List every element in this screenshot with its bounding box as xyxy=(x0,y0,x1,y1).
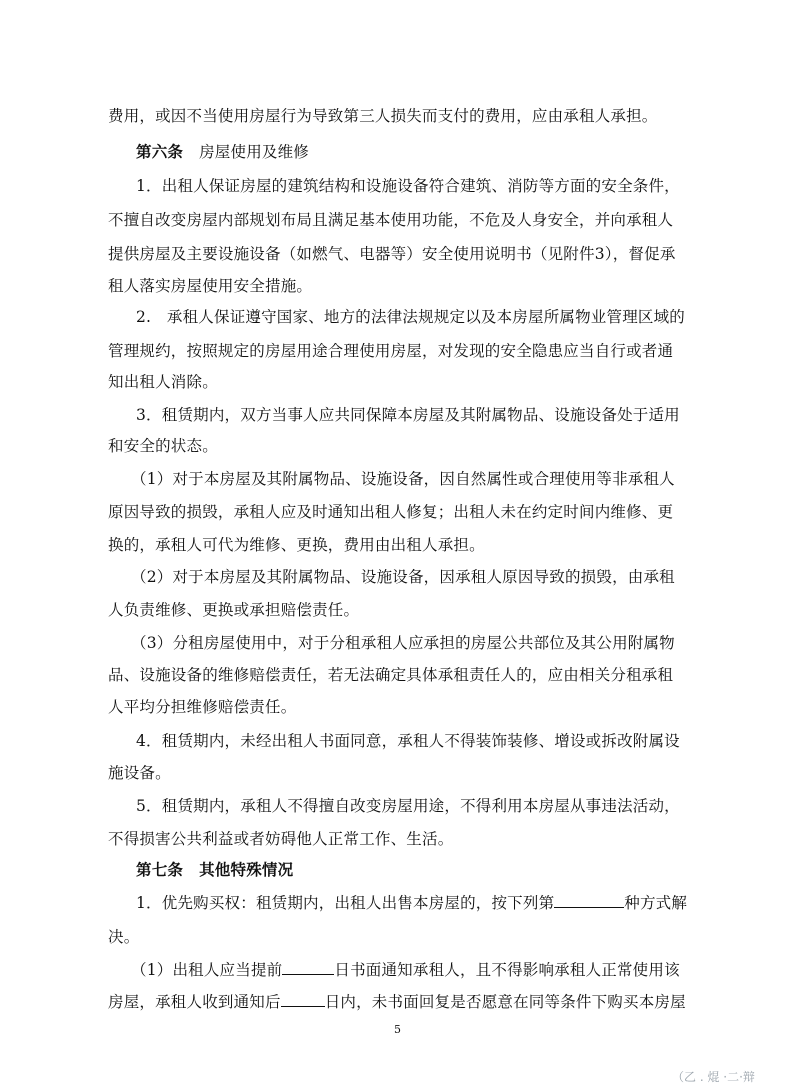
paragraph-line: 人负责维修、更换或承担赔偿责任。 xyxy=(108,601,360,619)
reply-line xyxy=(108,992,686,1012)
paragraph-line: 决。 xyxy=(108,928,140,946)
paragraph-line: 提供房屋及主要设施设备（如燃气、电器等）安全使用说明书（见附件3），督促承 xyxy=(108,245,676,263)
reply-text: 房屋，承租人收到通知后 xyxy=(108,993,281,1011)
paragraph-line: （3）分租房屋使用中，对于分租承租人应承担的房屋公共部位及其公用附属物 xyxy=(131,634,675,652)
paragraph-line: 品、设施设备的维修赔偿责任，若无法确定具体承租责任人的，应由相关分租承租 xyxy=(108,666,674,684)
paragraph-line: 知出租人消除。 xyxy=(108,373,218,391)
pre-purchase-text-end: 种方式解 xyxy=(624,894,688,912)
article-6-number: 第六条 xyxy=(136,142,184,161)
page-number: 5 xyxy=(394,1023,401,1036)
paragraph-line: 施设备。 xyxy=(108,764,171,782)
paragraph-line: 换的，承租人可代为维修、更换，费用由出租人承担。 xyxy=(108,536,485,554)
paragraph-line: 原因导致的损毁，承租人应及时通知出租人修复；出租人未在约定时间内维修、更 xyxy=(108,503,674,521)
paragraph-line: （2）对于本房屋及其附属物品、设施设备，因承租人原因导致的损毁，由承租 xyxy=(131,568,675,586)
reply-text-end: 日内，未书面回复是否愿意在同等条件下购买本房屋 xyxy=(324,993,686,1011)
article-7-title: 其他特殊情况 xyxy=(199,860,294,879)
notice-line xyxy=(131,960,680,980)
paragraph-line: （1）对于本房屋及其附属物品、设施设备，因自然属性或合理使用等非承租人 xyxy=(131,470,675,488)
notice-text-end: 日书面通知承租人，且不得影响承租人正常使用该 xyxy=(334,961,680,979)
paragraph-line: 租人落实房屋使用安全措施。 xyxy=(108,277,313,295)
pre-purchase-line xyxy=(136,893,687,913)
fill-blank-days-notice[interactable] xyxy=(282,960,334,975)
paragraph-line: 和安全的状态。 xyxy=(108,437,218,455)
article-7-number: 第七条 xyxy=(136,860,184,879)
paragraph-line: 3．租赁期内，双方当事人应共同保障本房屋及其附属物品、设施设备处于适用 xyxy=(136,406,680,424)
article-6-title: 房屋使用及维修 xyxy=(199,143,310,161)
article-6-heading xyxy=(136,142,309,162)
paragraph-line: 4．租赁期内，未经出租人书面同意，承租人不得装饰装修、增设或拆改附属设 xyxy=(136,732,680,750)
paragraph-line: 不得损害公共利益或者妨碍他人正常工作、生活。 xyxy=(108,830,454,848)
paragraph-line: 费用，或因不当使用房屋行为导致第三人损失而支付的费用，应由承租人承担。 xyxy=(108,107,658,125)
watermark: （乙 . 焜 ·二·辩 xyxy=(672,1070,755,1084)
paragraph-line: 不擅自改变房屋内部规划布局且满足基本使用功能，不危及人身安全，并向承租人 xyxy=(108,211,674,229)
fill-blank-days-reply[interactable] xyxy=(281,992,325,1007)
paragraph-line: 管理规约，按照规定的房屋用途合理使用房屋，对发现的安全隐患应当自行或者通 xyxy=(108,342,674,360)
pre-purchase-text: 1．优先购买权：租赁期内，出租人出售本房屋的，按下列第 xyxy=(136,894,555,912)
paragraph-line: 人平均分担维修赔偿责任。 xyxy=(108,698,297,716)
notice-text: （1）出租人应当提前 xyxy=(131,961,283,979)
article-7-heading xyxy=(136,860,293,880)
paragraph-line: 5．租赁期内，承租人不得擅自改变房屋用途，不得利用本房屋从事违法活动， xyxy=(136,797,680,815)
fill-blank-method[interactable] xyxy=(554,893,624,908)
paragraph-line: 2. 承租人保证遵守国家、地方的法律法规规定以及本房屋所属物业管理区域的 xyxy=(136,308,685,326)
paragraph-line: 1．出租人保证房屋的建筑结构和设施设备符合建筑、消防等方面的安全条件， xyxy=(136,177,680,195)
